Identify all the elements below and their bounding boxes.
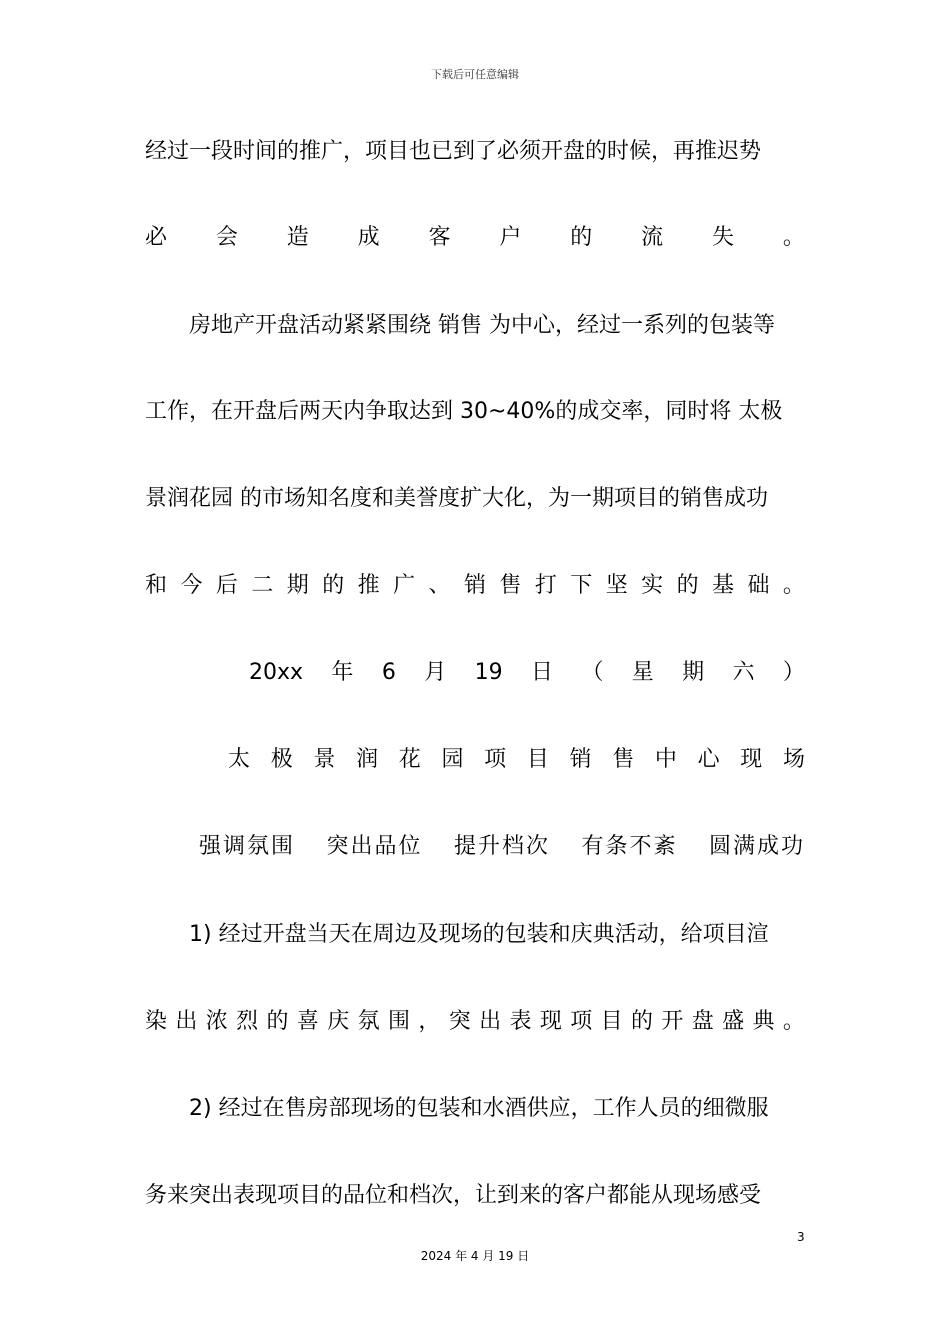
spread-char: 失 xyxy=(712,225,735,250)
spread-char: 园 xyxy=(441,747,464,772)
spread-char: 造 xyxy=(286,225,309,250)
spread-char: 强调氛围 xyxy=(199,834,296,859)
spread-char: ） xyxy=(782,660,805,685)
page-number: 3 xyxy=(797,1230,805,1244)
spread-char: 表 xyxy=(509,1009,532,1034)
spread-char: 六 xyxy=(732,660,755,685)
spread-char: 极 xyxy=(270,747,293,772)
spread-char: 现 xyxy=(539,1009,562,1034)
spread-char: 盛 xyxy=(722,1009,745,1034)
event-venue-line xyxy=(228,744,805,776)
spread-char: 必 xyxy=(145,225,168,250)
paragraph-line: 1) 经过开盘当天在周边及现场的包装和庆典活动，给项目渲 xyxy=(189,922,769,947)
spread-char: 6 xyxy=(381,660,396,685)
spread-char: 盘 xyxy=(691,1009,714,1034)
spread-char: 的 xyxy=(631,1009,654,1034)
spread-char: 户 xyxy=(499,225,522,250)
spread-char: 的 xyxy=(570,225,593,250)
spread-char: 太 xyxy=(228,747,251,772)
spread-char: 期 xyxy=(682,660,705,685)
spread-char: 。 xyxy=(782,225,805,250)
spread-char: 圆满成功 xyxy=(708,834,805,859)
spread-char: 有条不紊 xyxy=(581,834,678,859)
spread-char: 花 xyxy=(398,747,421,772)
spread-char: 成 xyxy=(357,225,380,250)
spread-char: 庆 xyxy=(327,1009,350,1034)
spread-char: 场 xyxy=(782,747,805,772)
spread-char: 售 xyxy=(499,573,522,598)
spread-char: 突出品位 xyxy=(326,834,423,859)
spread-char: 的 xyxy=(676,573,699,598)
spread-char: 会 xyxy=(215,225,238,250)
spread-char: 景 xyxy=(313,747,336,772)
paragraph-line: 2) 经过在售房部现场的包装和水酒供应，工作人员的细微服 xyxy=(189,1096,769,1121)
spread-char: 典 xyxy=(752,1009,775,1034)
spread-char: 中 xyxy=(654,747,677,772)
paragraph-line: 工作，在开盘后两天内争取达到 30~40%的成交率，同时将 太极 xyxy=(145,399,783,424)
spread-char: 销 xyxy=(569,747,592,772)
paragraph-line: 经过一段时间的推广，项目也已到了必须开盘的时候，再推迟势 xyxy=(145,139,762,164)
spread-char: 提升档次 xyxy=(453,834,550,859)
spread-char: 心 xyxy=(697,747,720,772)
spread-char: 围 xyxy=(388,1009,411,1034)
event-date-line xyxy=(249,657,805,689)
event-theme-line xyxy=(199,831,805,863)
spread-char: 期 xyxy=(286,573,309,598)
spread-char: 打 xyxy=(534,573,557,598)
spread-char: 现 xyxy=(740,747,763,772)
spread-char: 流 xyxy=(641,225,664,250)
spread-char: 润 xyxy=(356,747,379,772)
paragraph-line: 景润花园 的市场知名度和美誉度扩大化，为一期项目的销售成功 xyxy=(145,486,768,511)
spread-char: 后 xyxy=(215,573,238,598)
spread-char: 销 xyxy=(463,573,486,598)
spread-line-atmosphere xyxy=(145,1006,805,1038)
spread-char: 20xx xyxy=(249,660,304,685)
spread-char: 坚 xyxy=(605,573,628,598)
page-header: 下载后可任意编辑 xyxy=(431,68,519,81)
spread-char: 今 xyxy=(180,573,203,598)
spread-char: 目 xyxy=(600,1009,623,1034)
spread-char: 。 xyxy=(782,573,805,598)
spread-char: 年 xyxy=(331,660,354,685)
spread-char: 目 xyxy=(526,747,549,772)
spread-char: 基 xyxy=(712,573,735,598)
paragraph-line: 房地产开盘活动紧紧围绕 销售 为中心，经过一系列的包装等 xyxy=(189,313,775,338)
spread-char: （ xyxy=(581,660,604,685)
spread-char: 喜 xyxy=(296,1009,319,1034)
spread-char: 突 xyxy=(448,1009,471,1034)
spread-char: 售 xyxy=(612,747,635,772)
spread-char: 月 xyxy=(424,660,447,685)
spread-char: 实 xyxy=(641,573,664,598)
spread-char: 烈 xyxy=(236,1009,259,1034)
paragraph-line: 务来突出表现项目的品位和档次，让到来的客户都能从现场感受 xyxy=(145,1183,762,1208)
spread-char: 出 xyxy=(175,1009,198,1034)
spread-char: 推 xyxy=(357,573,380,598)
spread-char: 客 xyxy=(428,225,451,250)
spread-char: 日 xyxy=(530,660,553,685)
spread-char: 和 xyxy=(145,573,168,598)
spread-char: 项 xyxy=(570,1009,593,1034)
spread-char: 19 xyxy=(474,660,503,685)
spread-char: 浓 xyxy=(205,1009,228,1034)
spread-char: ， xyxy=(418,1009,441,1034)
spread-char: 氛 xyxy=(357,1009,380,1034)
spread-char: 出 xyxy=(479,1009,502,1034)
spread-char: 广 xyxy=(393,573,416,598)
spread-char: 二 xyxy=(251,573,274,598)
spread-char: 染 xyxy=(145,1009,168,1034)
spread-char: 的 xyxy=(322,573,345,598)
spread-char: 开 xyxy=(661,1009,684,1034)
spread-char: 础 xyxy=(747,573,770,598)
page-footer-date: 2024 年 4 月 19 日 xyxy=(420,1249,530,1263)
spread-char: 项 xyxy=(484,747,507,772)
spread-line-foundation xyxy=(145,570,805,602)
spread-char: 。 xyxy=(782,1009,805,1034)
spread-char: 、 xyxy=(428,573,451,598)
spread-line-loss xyxy=(145,222,805,254)
spread-char: 的 xyxy=(266,1009,289,1034)
spread-char: 星 xyxy=(631,660,654,685)
spread-char: 下 xyxy=(570,573,593,598)
